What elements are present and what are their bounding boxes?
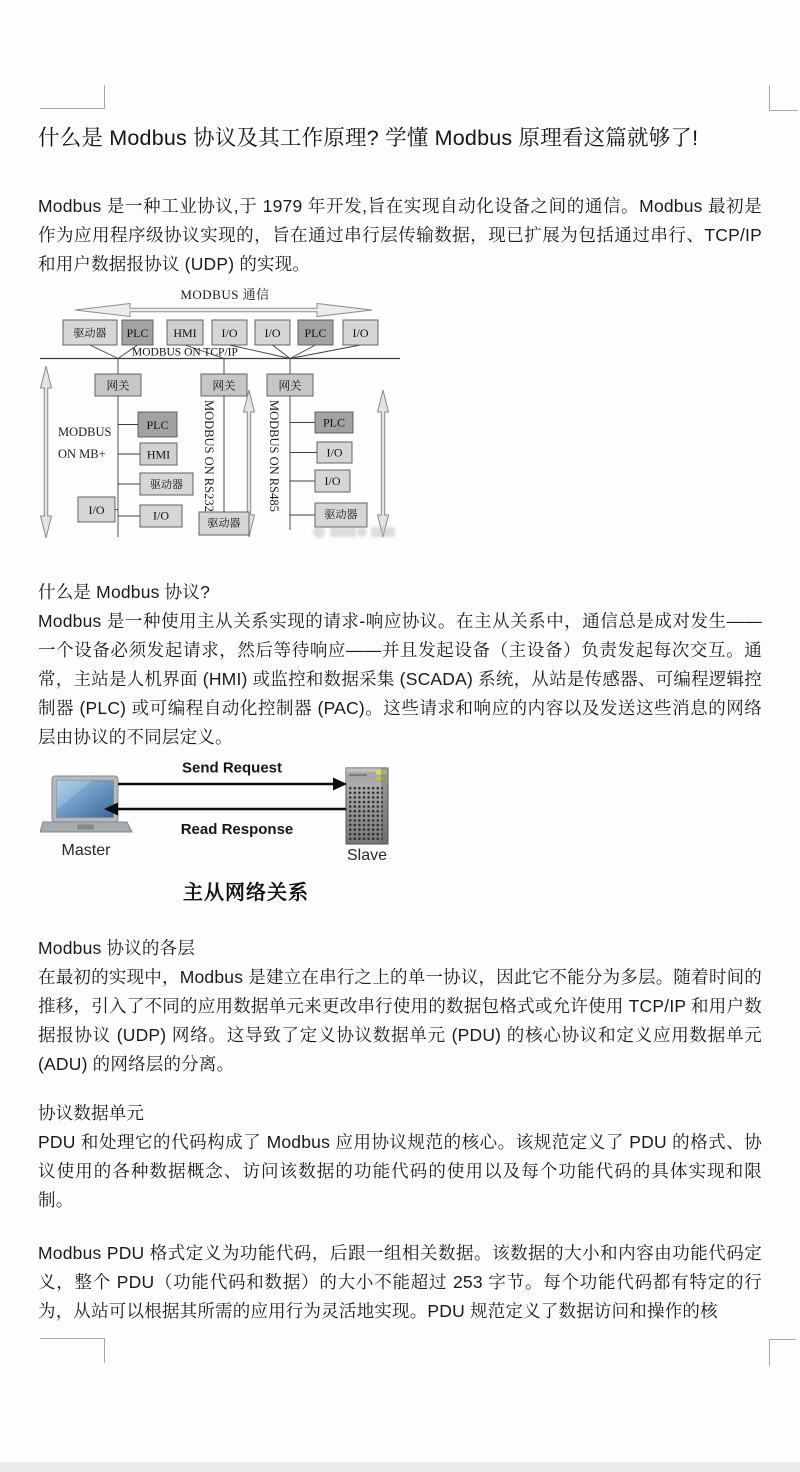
right-double-arrow-icon: [378, 390, 389, 537]
device-label: PLC: [322, 415, 346, 430]
text-boundary-corner-bottom-left: [40, 1338, 105, 1363]
device-label: I/O: [221, 326, 238, 340]
tcpip-bus-label: MODBUS ON TCP/IP: [132, 346, 238, 359]
section-heading: 协议数据单元: [38, 1103, 145, 1123]
section-what-is-modbus: [38, 578, 762, 752]
top-device-labels: [74, 326, 369, 341]
section-body: Modbus 是一种使用主从关系实现的请求-响应协议。在主从关系中，通信总是成对发生——一个设备必须发起请求，然后等待响应——并且发起设备（主设备）负责发起每次交互。通常，主站是人机界面 (HMI) 或监控和数据采集 (SCADA) 系统，从站是传感器、可编程逻辑控制器 (PLC) 或可编程自动化控制器 (PAC)。这些请求和响应的内容以及发送这些消息的网络层由协议的不同层定义。: [38, 611, 762, 747]
device-label: I/O: [324, 474, 341, 488]
watermark: [313, 526, 395, 538]
text-boundary-corner-top-right: [769, 85, 798, 111]
master-label: Master: [61, 842, 111, 859]
device-label: 驱动器: [207, 517, 241, 530]
device-label: HMI: [146, 447, 171, 462]
device-label: I/O: [326, 445, 343, 460]
gateway-label: 网关: [106, 380, 130, 393]
left-double-arrow-icon: [41, 366, 52, 538]
rs485-label: MODBUS ON RS485: [267, 400, 281, 512]
page-title: 什么是 Modbus 协议及其工作原理? 学懂 Modbus 原理看这篇就够了!: [38, 126, 699, 150]
device-label: HMI: [173, 326, 197, 340]
modbus-architecture-diagram: [38, 286, 403, 547]
device-label: I/O: [352, 326, 369, 340]
intro-paragraph: Modbus 是一种工业协议,于 1979 年开发,旨在实现自动化设备之间的通信。Modbus 最初是作为应用程序级协议实现的，旨在通过串行层传输数据，现已扩展为包括通过串行、TCP/IP 和用户数据报协议 (UDP) 的实现。: [38, 196, 762, 274]
rs232-label: MODBUS ON RS232: [202, 400, 216, 512]
server-icon: [346, 768, 388, 844]
device-label: 驱动器: [73, 327, 107, 340]
bottom-bar: [0, 1462, 800, 1472]
device-label: I/O: [153, 508, 169, 523]
slave-label: Slave: [346, 847, 388, 864]
section-protocol-data-unit: [38, 1099, 762, 1215]
send-request-arrow-icon: [118, 778, 347, 791]
diagram-title: MODBUS 通信: [180, 287, 270, 302]
device-label: PLC: [126, 326, 149, 340]
device-label: I/O: [264, 326, 281, 340]
device-label: 驱动器: [150, 479, 183, 491]
section-heading: 什么是 Modbus 协议?: [38, 582, 211, 602]
master-slave-diagram: [40, 754, 400, 871]
section-modbus-layers: [38, 934, 762, 1079]
read-response-arrow-icon: [104, 803, 346, 816]
device-label: I/O: [88, 503, 105, 517]
section-body: 在最初的实现中，Modbus 是建立在串行之上的单一协议，因此它不能分为多层。随着时间的推移，引入了不同的应用数据单元来更改串行使用的数据包格式或允许使用 TCP/IP 和用户数据报协议 (UDP) 网络。这导致了定义协议数据单元 (PDU) 的核心协议和定义应用数据单元 (ADU) 的网络层的分离。: [38, 967, 762, 1074]
device-label: PLC: [304, 326, 327, 340]
modbus-comm-double-arrow-icon: [75, 304, 372, 317]
send-request-label: Send Request: [181, 759, 283, 777]
gateway-label: 网关: [278, 380, 302, 393]
text-boundary-corner-bottom-right: [769, 1339, 796, 1366]
mb-plus-label-line2: ON MB+: [58, 447, 106, 461]
top-device-row: [63, 320, 378, 345]
gateway-label: 网关: [212, 380, 236, 393]
text-boundary-corner-top-left: [40, 85, 105, 109]
read-response-label: Read Response: [180, 821, 294, 838]
section-body: PDU 和处理它的代码构成了 Modbus 应用协议规范的核心。该规范定义了 PDU 的格式、协议使用的各种数据概念、访问该数据的功能代码的使用以及每个功能代码的具体实现和限制。: [38, 1132, 762, 1210]
device-label: 驱动器: [324, 509, 358, 521]
closing-paragraph: Modbus PDU 格式定义为功能代码，后跟一组相关数据。该数据的大小和内容由功能代码定义，整个 PDU（功能代码和数据）的大小不能超过 253 字节。每个功能代码都有特定的行为，从站可以根据其所需的应用行为灵活地实现。PDU 规范定义了数据访问和操作的核: [38, 1243, 762, 1321]
mb-plus-label-line1: MODBUS: [58, 425, 112, 439]
master-slave-caption: 主从网络关系: [183, 882, 309, 904]
section-heading: Modbus 协议的各层: [38, 938, 196, 958]
device-label: PLC: [146, 418, 169, 432]
